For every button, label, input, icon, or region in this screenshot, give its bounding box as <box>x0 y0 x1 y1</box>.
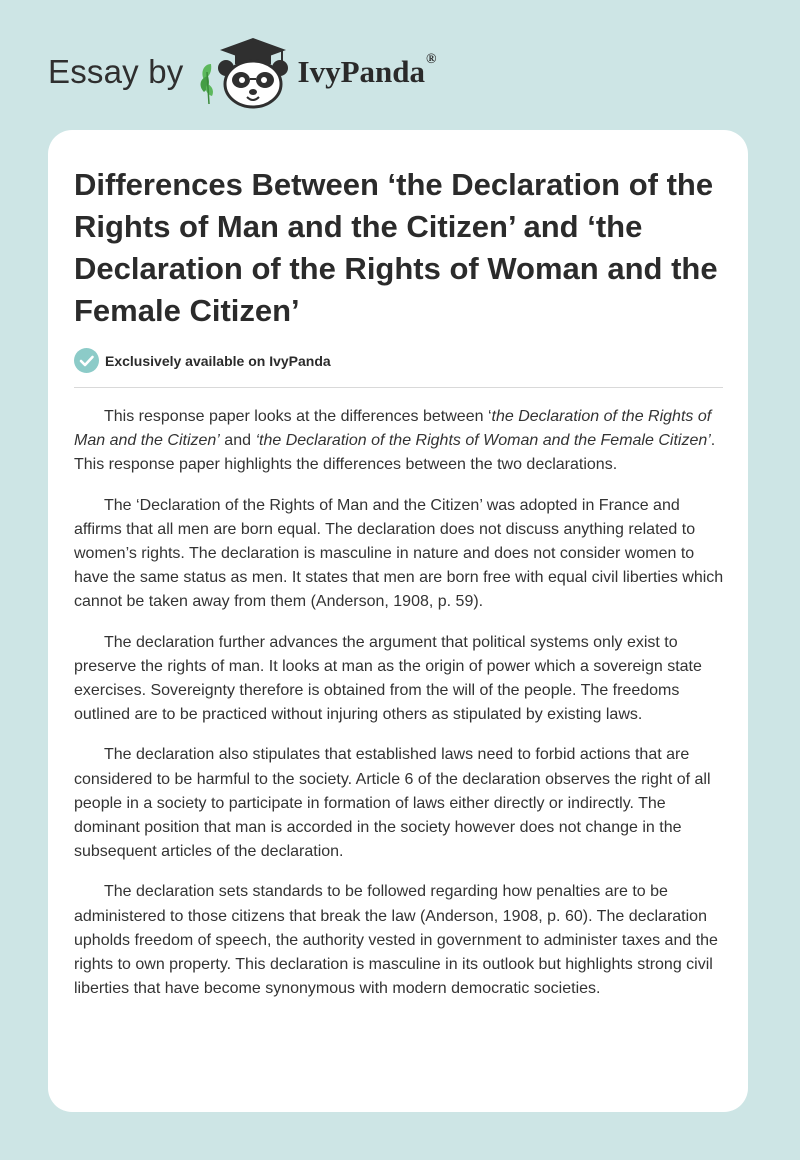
brand-header[interactable] <box>48 34 436 110</box>
essay-body <box>74 405 724 1017</box>
exclusive-label: Exclusively available on IvyPanda <box>105 352 331 369</box>
panda-graduate-icon <box>198 34 294 110</box>
essay-card <box>48 130 748 1112</box>
check-circle-icon <box>74 348 99 373</box>
paragraph: The declaration also stipulates that established laws need to forbid actions that are considered to be harmful to the society. Article 6 of the declaration observes the right of all people in a society to participate in formation of laws either directly or indirectly. The dominant position that man is accorded in the society however does not change in the subsequent articles of the declaration. <box>74 746 711 861</box>
exclusive-badge <box>74 348 331 373</box>
brand-name: IvyPanda® <box>297 52 437 89</box>
paragraph-intro: This response paper looks at the differences between ‘the Declaration of the Rights of Man and the Citizen’ and ‘the Declaration of the Rights of Woman and the Female Citizen’. This response paper highlights the differences between the two declarations. <box>74 408 716 474</box>
divider <box>74 387 723 388</box>
brand-prefix: Essay by <box>48 53 184 90</box>
page-title: Differences Between ‘the Declaration of the Rights of Man and the Citizen’ and ‘the Declaration of the Rights of Woman and the Female Citizen’ <box>74 167 718 328</box>
paragraph: The declaration further advances the argument that political systems only exist to preserve the rights of man. It looks at man as the origin of power which a sovereign state exercises. Sovereignty therefore is obtained from the will of the people. The freedoms outlined are to be practiced without injuring others as stipulated by existing laws. <box>74 633 702 724</box>
paragraph: The ‘Declaration of the Rights of Man and the Citizen’ was adopted in France and affirms that all men are born equal. The declaration does not discuss anything related to women’s rights. The declaration is masculine in nature and does not consider women to have the same status as men. It states that men are born free with equal civil liberties which cannot be taken away from them (Anderson, 1908, p. 59). <box>74 496 724 611</box>
paragraph: The declaration sets standards to be followed regarding how penalties are to be administered to those citizens that break the law (Anderson, 1908, p. 60). The declaration upholds freedom of speech, the authority vested in government to administer taxes and the rights to own property. This declaration is masculine in its outlook but highlights strong civil liberties that have become synonymous with modern democratic societies. <box>74 883 718 998</box>
